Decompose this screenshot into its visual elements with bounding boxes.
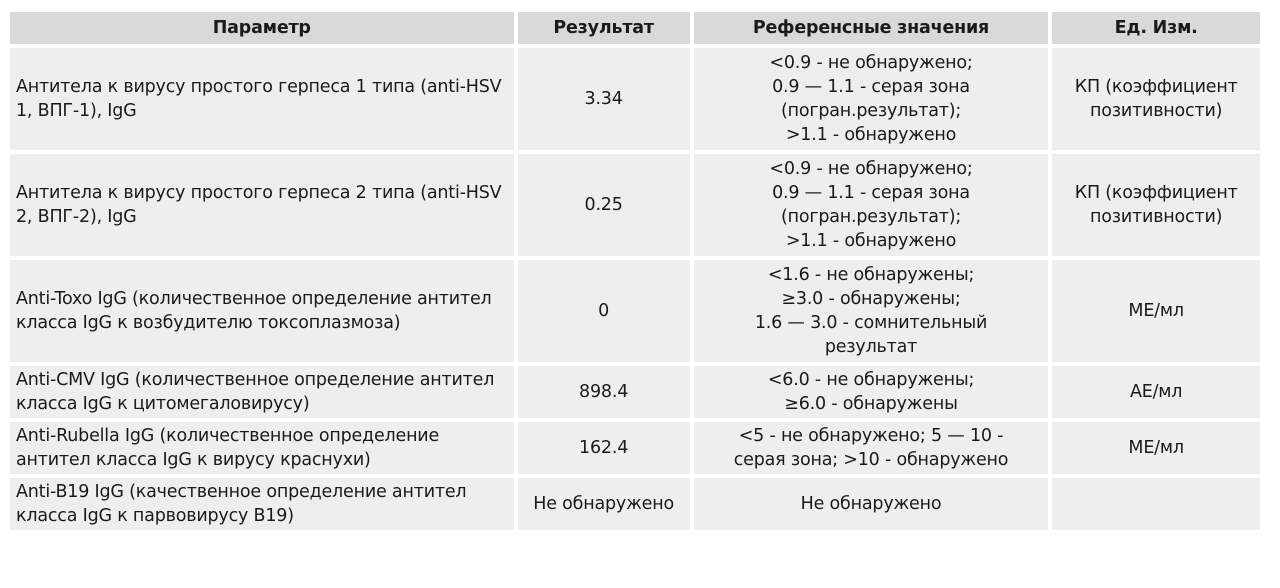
result-cell: 0.25 (518, 154, 690, 256)
result-cell: 162.4 (518, 422, 690, 474)
table-row (10, 478, 1260, 530)
unit-cell: МЕ/мл (1052, 260, 1260, 362)
reference-line: 0.9 — 1.1 - серая зона (772, 183, 970, 203)
reference-line: <6.0 - не обнаружены; (767, 370, 975, 390)
header-unit: Ед. Изм. (1052, 12, 1260, 44)
unit-cell: КП (коэффициент позитивности) (1052, 48, 1260, 150)
param-cell: Anti-B19 IgG (качественное определение антител класса IgG к парвовирусу B19) (10, 478, 514, 530)
unit-cell: КП (коэффициент позитивности) (1052, 154, 1260, 256)
table-header-row (10, 12, 1260, 44)
table-row (10, 422, 1260, 474)
result-cell: 0 (518, 260, 690, 362)
param-cell: Anti-Rubella IgG (количественное определение антител класса IgG к вирусу краснухи) (10, 422, 514, 474)
reference-line: Не обнаружено (800, 494, 942, 514)
param-cell: Антитела к вирусу простого герпеса 2 типа (anti-HSV 2, ВПГ-2), IgG (10, 154, 514, 256)
result-cell: 3.34 (518, 48, 690, 150)
reference-line: ≥3.0 - обнаружены; (781, 289, 961, 309)
result-cell: Не обнаружено (518, 478, 690, 530)
param-cell: Антитела к вирусу простого герпеса 1 типа (anti-HSV 1, ВПГ-1), IgG (10, 48, 514, 150)
param-cell: Anti-Toxo IgG (количественное определение антител класса IgG к возбудителю токсоплазмоза) (10, 260, 514, 362)
reference-cell (694, 366, 1049, 418)
reference-line: 0.9 — 1.1 - серая зона (772, 77, 970, 97)
reference-cell (694, 48, 1049, 150)
lab-results-table (6, 8, 1264, 534)
reference-line: 1.6 — 3.0 - сомнительный (754, 313, 988, 333)
reference-cell (694, 478, 1049, 530)
param-cell: Anti-CMV IgG (количественное определение антител класса IgG к цитомегаловирусу) (10, 366, 514, 418)
reference-cell (694, 154, 1049, 256)
table-row (10, 154, 1260, 256)
unit-cell (1052, 478, 1260, 530)
header-param: Параметр (10, 12, 514, 44)
reference-line: <1.6 - не обнаружены; (767, 265, 975, 285)
table-row (10, 260, 1260, 362)
reference-line: серая зона; >10 - обнаружено (733, 450, 1009, 470)
result-cell: 898.4 (518, 366, 690, 418)
reference-cell (694, 260, 1049, 362)
reference-line: >1.1 - обнаружено (785, 231, 957, 251)
reference-line: (погран.результат); (780, 101, 962, 121)
header-reference: Референсные значения (694, 12, 1049, 44)
reference-line: ≥6.0 - обнаружены (784, 394, 958, 414)
header-result: Результат (518, 12, 690, 44)
reference-line: <0.9 - не обнаружено; (769, 159, 973, 179)
reference-line: (погран.результат); (780, 207, 962, 227)
reference-line: >1.1 - обнаружено (785, 125, 957, 145)
unit-cell: АЕ/мл (1052, 366, 1260, 418)
table-row (10, 366, 1260, 418)
reference-line: результат (824, 337, 918, 357)
reference-cell (694, 422, 1049, 474)
unit-cell: МЕ/мл (1052, 422, 1260, 474)
table-row (10, 48, 1260, 150)
reference-line: <5 - не обнаружено; 5 — 10 - (738, 426, 1004, 446)
reference-line: <0.9 - не обнаружено; (769, 53, 973, 73)
